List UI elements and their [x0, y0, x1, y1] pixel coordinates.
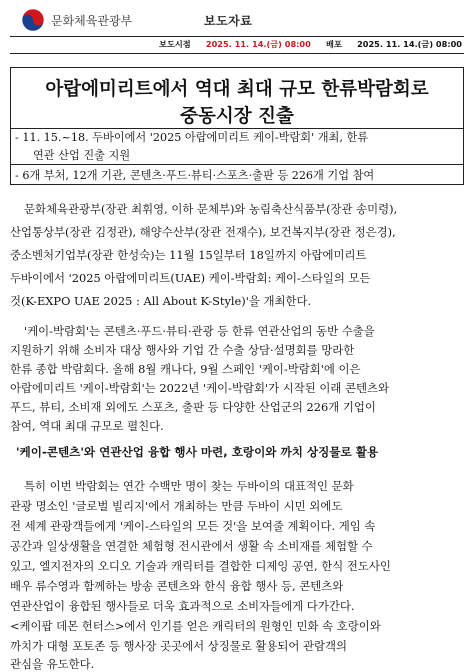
- document-header: [0, 0, 474, 49]
- summary-item-1-line-2: 연관 산업 진출 지원: [33, 149, 131, 162]
- distribution-time: 2025. 11. 14.(금) 08:00: [357, 39, 462, 49]
- paragraph-line: 푸드, 뷰티, 소비재 외에도 스포츠, 출판 등 다양한 산업군의 226개 기업이: [10, 400, 376, 414]
- paragraph-line: 연관산업이 융합된 행사들로 더욱 효과적으로 소비자들에게 다가간다.: [10, 599, 355, 613]
- header-rule-top: [10, 36, 464, 37]
- paragraph-line: 두바이에서 '2025 아랍에미리트(UAE) 케이-박람회: 케이-스타일의 모든: [10, 271, 371, 285]
- paragraph-line: 아랍에미리트 '케이-박람회'는 2022년 '케이-박람회'가 시작된 이래 콘텐츠와: [10, 381, 390, 395]
- section-heading: '케이-콘텐츠'와 연관산업 융합 행사 마련, 호랑이와 까치 상징물로 활용: [16, 445, 379, 459]
- paragraph-line: <케이팝 데몬 헌터스>에서 인기를 얻은 캐릭터의 원형인 민화 속 호랑이와: [10, 619, 381, 633]
- header-rule-bottom: [10, 53, 464, 54]
- summary-divider: [11, 164, 463, 165]
- summary-item-1-line-1: - 11. 15.~18. 두바이에서 '2025 아랍에미리트 케이-박람회' 개최, 한류: [15, 131, 369, 144]
- distribution-label: 배포: [326, 39, 342, 49]
- paragraph-line: 까치가 대형 포토존 등 행사장 곳곳에서 상징물로 활용되어 관람객의: [10, 639, 348, 653]
- paragraph-line: 중소벤처기업부(장관 한성숙)는 11월 15일부터 18일까지 아랍에미리트: [10, 248, 367, 262]
- summary-item-2: - 6개 부처, 12개 기관, 콘텐츠·푸드·뷰티·스포츠·출판 등 226개 기업 참여: [15, 169, 375, 182]
- paragraph-line: 관심을 유도한다.: [10, 657, 95, 671]
- title-line-2: 중동시장 진출: [180, 106, 294, 127]
- paragraph-line: 것(K-EXPO UAE 2025 : All About K-Style)'을 개최한다.: [10, 294, 312, 308]
- paragraph-line: 지원하기 위해 소비자 대상 행사와 기업 간 수출 상담·설명회를 망라한: [10, 343, 355, 357]
- release-label: 보도시점: [159, 39, 191, 49]
- summary-box: [10, 127, 464, 185]
- paragraph-line: 산업통상부(장관 김정관), 해양수산부(장관 전재수), 보건복지부(장관 정은경),: [10, 225, 396, 239]
- paragraph-line: 공간과 일상생활을 연결한 체험형 전시관에서 생활 속 소비재를 체험할 수: [10, 539, 373, 553]
- paragraph-line: 문화체육관광부(장관 최휘영, 이하 문체부)와 농림축산식품부(장관 송미령),: [24, 202, 398, 216]
- title-box: [10, 67, 464, 129]
- paragraph-line: 특히 이번 박람회는 연간 수백만 명이 찾는 두바이의 대표적인 문화: [24, 479, 354, 493]
- paragraph-line: 배우 류수영과 함께하는 방송 콘텐츠와 한식 융합 행사 등, 콘텐츠와: [10, 579, 344, 593]
- taegeuk-emblem-icon: [21, 8, 45, 32]
- paragraph-line: '케이-박람회'는 콘텐츠·푸드·뷰티·관광 등 한류 연관산업의 동반 수출을: [24, 324, 375, 338]
- paragraph-line: 있고, 엘지전자의 오디오 기술과 캐릭터를 결합한 디제잉 공연, 한식 전도사인: [10, 559, 391, 573]
- doc-type-label: 보도자료: [204, 14, 253, 28]
- paragraph-line: 관광 명소인 '글로벌 빌리지'에서 개최하는 만큼 두바이 시민 외에도: [10, 499, 343, 513]
- release-time: 2025. 11. 14.(금) 08:00: [205, 39, 311, 49]
- release-info: [159, 39, 462, 50]
- ministry-name: 문화체육관광부: [51, 14, 133, 28]
- paragraph-line: 전 세계 관광객들에게 '케이-스타일의 모든 것'을 보여줄 계획이다. 게임 속: [10, 519, 376, 533]
- paragraph-line: 한류 종합 박람회다. 올해 8월 캐나다, 9월 스페인 '케이-박람회'에 이은: [10, 362, 361, 376]
- title-line-1: 아랍에미리트에서 역대 최대 규모 한류박람회로: [45, 79, 429, 100]
- paragraph-line: 참여, 역대 최대 규모로 펼친다.: [10, 419, 164, 433]
